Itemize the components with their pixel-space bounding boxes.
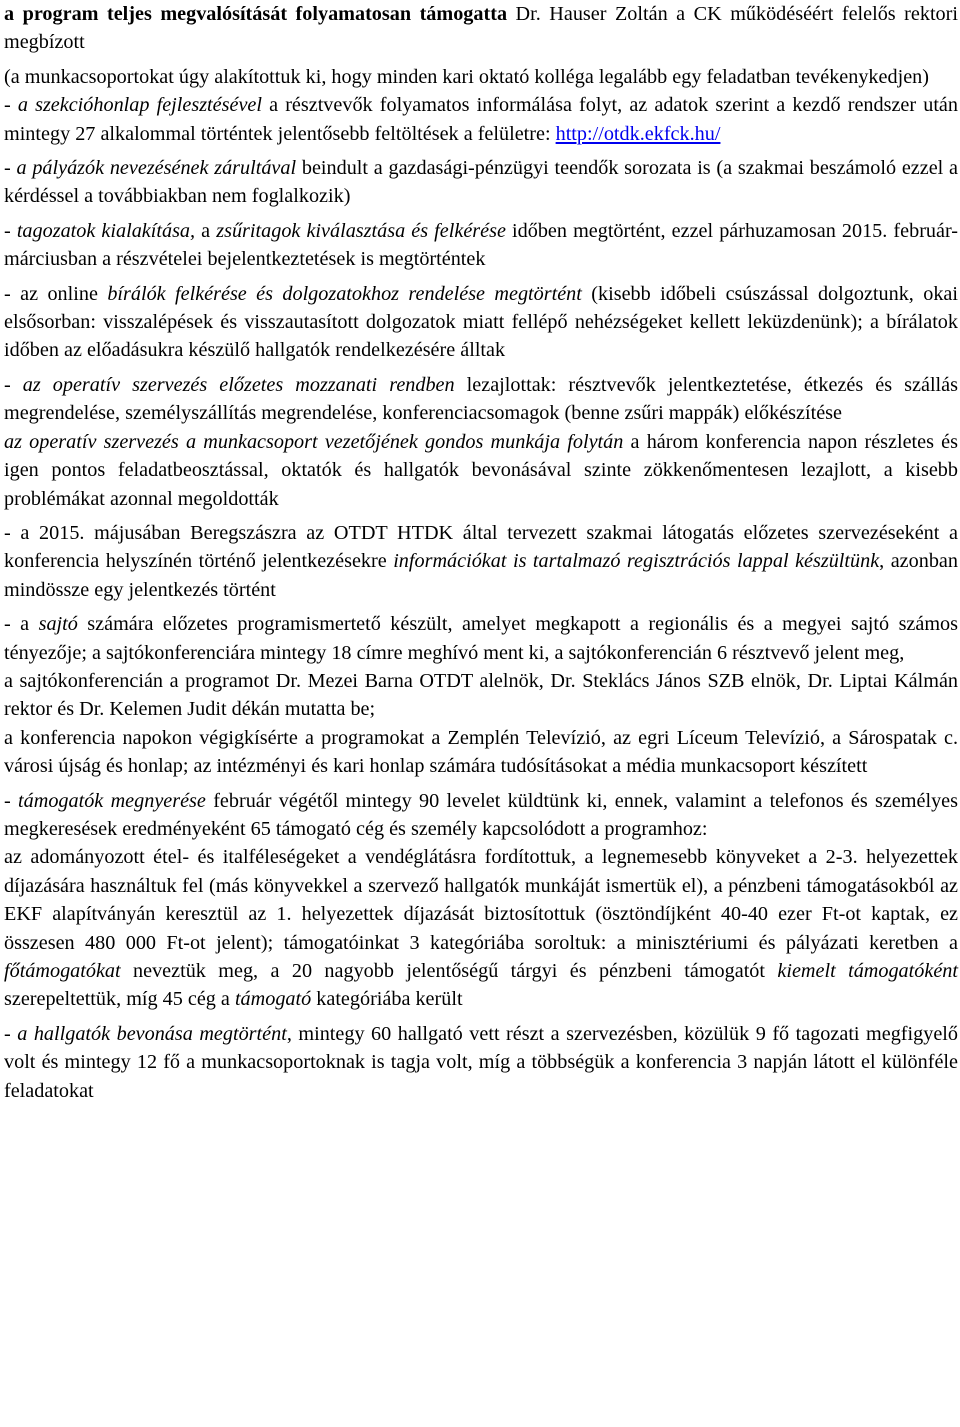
applicant-registration-text: beindult a gazdasági-pénzügyi teendők sorozata is (a szakmai beszámoló ezzel a kérdéssel a továbbiakban nem foglalkozik) [4,157,958,208]
jury-italic: zsűritagok kiválasztása és felkérése [216,219,506,242]
paragraph-beregszasz-visit [4,519,958,604]
sections-italic: tagozatok kialakítása, [16,219,196,242]
paragraph-sections-jury [4,217,958,274]
paragraph-section-website [4,91,958,148]
bullet-dash: - [4,1022,18,1045]
sponsor-category-italic: támogató [234,988,312,1011]
main-sponsors-italic: főtámogatókat [4,960,121,982]
bullet-dash: - [4,373,23,396]
coordination-text: Dr. Hauser Zoltán a CK működéséért felelős rektori megbízott [4,3,958,54]
operative-text: lezajlottak: résztvevők jelentkeztetése, étkezés és szállás megrendelése, személyszállítás megrendelése, konferenciacsomagok (benne zsűri mappák) előkészítése [4,373,958,425]
donations-text-3: szerepeltettük, míg 45 cég a [4,988,235,1011]
sponsors-text: február végétől mintegy 90 levelet küldtünk ki, ennek, valamint a telefonos és személyes megkeresések eredményeként 65 támogató cég és személy kapcsolódott a programhoz: [4,789,958,840]
bullet-dash: - [4,789,19,812]
press-lead-text: - a [4,613,39,636]
press-italic: sajtó [38,613,78,636]
sponsors-italic: támogatók megnyerése [18,789,206,812]
bullet-dash: - [4,219,17,242]
paragraph-sponsors [4,787,958,1014]
sections-text: a [195,219,217,242]
paragraph-press [4,610,958,780]
otdk-website-link[interactable]: http://otdk.ekfck.hu/ [555,122,721,145]
bullet-dash: - [4,157,17,180]
working-groups-text: (a munkacsoportokat úgy alakítottuk ki, hogy minden kari oktató kolléga legalább egy feladatban tevékenykedjen) [4,65,929,88]
reviewers-lead-text: - az online [4,282,108,305]
bullet-dash: - [4,94,18,117]
student-involvement-text: , mintegy 60 hallgató vett részt a szervezésben, közülük 9 fő tagozati megfigyelő volt és mintegy 12 fő a munkacsoportoknak is tagja volt, míg a többségük a konferencia 3 napján látott el különféle feladatokat [4,1022,958,1102]
paragraph-operative-organisation [4,371,958,513]
section-website-italic: a szekcióhonlap fejlesztésével [17,94,262,117]
donations-text-2: neveztük meg, a 20 nagyobb jelentőségű tárgyi és pénzbeni támogatót [120,960,778,982]
reviewers-text: (kisebb időbeli csúszással dolgoztunk, okai elsősorban: visszalépések és visszautasított dolgozatok miatt fellépő nehézségeket kellett leküzdenünk); a bírálatok időben az előadásukra készülő hallgatók rendelkezésére álltak [4,282,958,362]
donations-text: az adományozott étel- és italféleségeket a vendéglátásra fordítottuk, a legnemesebb könyveket a 2-3. helyezettek díjazására használtuk fel (más könyvekkel a szervező hallgatók munkáját ismertük el), a pénzbeni támogatásokból az EKF alapítványán keresztül az 1. helyezettek díjazását biztosítottuk (ösztöndíjként 40-40 ezer Ft-ot kaptak, ez összesen 480 000 Ft-ot jelent); támogatóinkat 3 kategóriába soroltuk: a minisztériumi és pályázati keretben a [4,846,958,954]
section-website-text: a résztvevők folyamatos informálása folyt, az adatok szerint a kezdő rendszer után mintegy 27 alkalommal történtek jelentősebb feltöltések a felületre: [4,94,958,145]
paragraph-coordination [4,0,958,57]
registration-form-italic: információkat is tartalmazó regisztrációs lappal készültünk [393,550,880,573]
donations-text-4: kategóriába került [311,988,463,1011]
beregszasz-end-text: , azonban mindössze egy jelentkezés történt [4,550,958,601]
coordination-bold-text: a program teljes megvalósítását folyamatosan támogatta [4,3,516,25]
applicant-registration-italic: a pályázók nevezésének zárultával [16,157,297,180]
featured-sponsors-italic: kiemelt támogatóként [777,960,958,982]
student-involvement-italic: a hallgatók bevonása megtörtént [17,1022,287,1045]
operative-italic: az operatív szervezés előzetes mozzanati rendben [22,373,455,396]
press-conference-text: a sajtókonferencián a programot Dr. Mezei Barna OTDT alelnök, Dr. Steklács János SZB elnök, Dr. Liptai Kálmán rektor és Dr. Kelemen Judit dékán mutatta be; [4,669,958,721]
paragraph-applicant-registration [4,154,958,211]
paragraph-student-involvement [4,1020,958,1105]
media-coverage-text: a konferencia napokon végigkísérte a programokat a Zemplén Televízió, az egri Líceum Televízió, a Sárospatak c. városi újság és honlap; az intézményi és kari honlap számára tudósításokat a média munkacsoport készített [4,726,958,778]
sections-jury-text: időben megtörtént, ezzel párhuzamosan 2015. február-márciusban a részvételei bejelentkeztetések is megtörténtek [4,219,959,271]
paragraph-online-reviewers [4,280,958,365]
beregszasz-text: - a 2015. májusában Beregszászra az OTDT HTDK által tervezett szakmai látogatás előzetes szervezéseként a konferencia helyszínén történő jelentkezésekre [4,521,958,573]
work-group-leader-text: a három konferencia napon részletes és igen pontos feladatbeosztással, oktatók és hallgatók bevonásával szinte zökkenőmentesen lezajlott, a kisebb problémákat azonnal megoldották [4,430,958,510]
work-group-leader-italic: az operatív szervezés a munkacsoport vezetőjének gondos munkája folytán [4,430,624,453]
paragraph-working-groups [4,63,958,91]
press-text: számára előzetes programismertető készült, amelyet megkapott a regionális és a megyei sajtó számos tényezője; a sajtókonferenciára mintegy 18 címre meghívó ment ki, a sajtókonferencián 6 résztvevő jelent meg, [4,613,958,664]
reviewers-italic: bírálók felkérése és dolgozatokhoz rendelése megtörtént [107,282,582,305]
